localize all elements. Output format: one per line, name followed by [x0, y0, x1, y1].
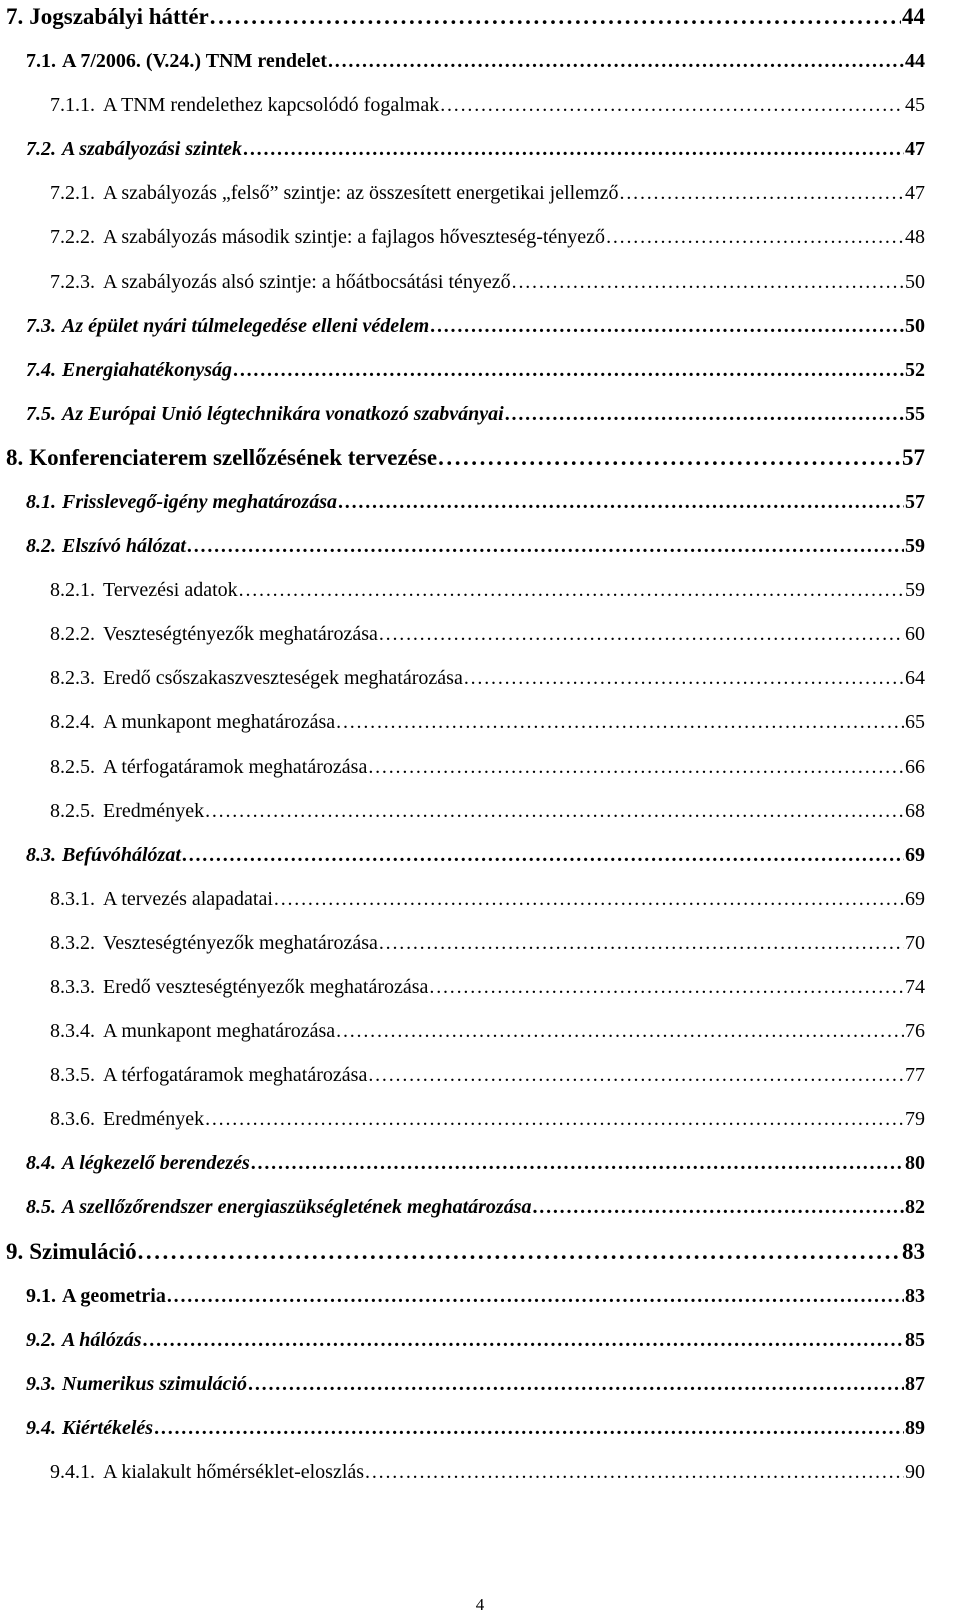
- toc-entry[interactable]: [26, 1323, 925, 1357]
- toc-entry-page: 47: [905, 182, 925, 204]
- toc-entry-page: 76: [905, 1020, 925, 1042]
- toc-entry-number: 7.3.: [26, 315, 56, 337]
- toc-entry[interactable]: [26, 1279, 925, 1313]
- toc-entry-title: Eredmények: [103, 800, 205, 822]
- toc-entry-page: 45: [905, 94, 925, 116]
- toc-entry[interactable]: [50, 794, 925, 828]
- toc-entry-page: 85: [905, 1329, 925, 1351]
- toc-entry-page: 74: [905, 976, 925, 998]
- toc-entry[interactable]: [26, 132, 925, 166]
- toc-entry-title: Frisslevegő-igény meghatározása: [62, 491, 337, 513]
- toc-entry-title: A szellőzőrendszer energiaszükségletének meghatározása: [62, 1196, 532, 1218]
- toc-entry-page: 44: [905, 50, 925, 72]
- toc-entry[interactable]: [50, 176, 925, 210]
- toc-entry-number: 8.2.1.: [50, 579, 95, 601]
- dot-leader: [512, 265, 904, 299]
- toc-entry-page: 77: [905, 1064, 925, 1086]
- toc-entry-title: Eredő veszteségtényezők meghatározása: [103, 976, 429, 998]
- toc-entry-page: 82: [905, 1196, 925, 1218]
- toc-entry[interactable]: [50, 882, 925, 916]
- toc-entry[interactable]: [26, 353, 925, 387]
- toc-entry-page: 52: [905, 359, 925, 381]
- toc-entry-page: 59: [905, 579, 925, 601]
- toc-entry-number: 8.3.3.: [50, 976, 95, 998]
- toc-entry-title: Az épület nyári túlmelegedése elleni védelem: [62, 315, 430, 337]
- toc-entry-title: A tervezés alapadatai: [103, 888, 273, 910]
- toc-entry-page: 65: [905, 711, 925, 733]
- toc-entry-number: 9.3.: [26, 1373, 56, 1395]
- toc-entry[interactable]: [26, 529, 925, 563]
- dot-leader: [142, 1323, 904, 1357]
- toc-entry-number: 8.3.2.: [50, 932, 95, 954]
- toc-entry-number: 8.2.5.: [50, 756, 95, 778]
- toc-entry[interactable]: [50, 265, 925, 299]
- toc-entry-title: A kialakult hőmérséklet-eloszlás: [103, 1461, 365, 1483]
- dot-leader: [532, 1190, 904, 1224]
- toc-entry-number: 7.2.2.: [50, 226, 95, 248]
- toc-entry-number: 8.2.: [26, 535, 56, 557]
- toc-entry-page: 64: [905, 667, 925, 689]
- toc-entry-page: 60: [905, 623, 925, 645]
- dot-leader: [167, 1279, 904, 1313]
- toc-entry-page: 83: [905, 1285, 925, 1307]
- dot-leader: [620, 176, 904, 210]
- dot-leader: [251, 1146, 904, 1180]
- toc-entry-number: 9.2.: [26, 1329, 56, 1351]
- toc-entry[interactable]: [26, 397, 925, 431]
- toc-entry-number: 9.4.1.: [50, 1461, 95, 1483]
- toc-entry-title: Energiahatékonyság: [62, 359, 233, 381]
- toc-entry-title: A térfogatáramok meghatározása: [103, 756, 368, 778]
- dot-leader: [336, 1014, 904, 1048]
- toc-entry-number: 7.2.3.: [50, 271, 95, 293]
- toc-entry[interactable]: [26, 309, 925, 343]
- toc-entry-page: 55: [905, 403, 925, 425]
- toc-entry-title: Eredmények: [103, 1108, 205, 1130]
- dot-leader: [429, 970, 904, 1004]
- toc-entry-page: 44: [902, 4, 925, 29]
- toc-entry-page: 48: [905, 226, 925, 248]
- dot-leader: [379, 617, 904, 651]
- toc-entry-page: 59: [905, 535, 925, 557]
- dot-leader: [464, 661, 904, 695]
- dot-leader: [205, 1102, 904, 1136]
- dot-leader: [368, 1058, 904, 1092]
- dot-leader: [187, 529, 904, 563]
- dot-leader: [365, 1455, 904, 1489]
- toc-entry-title: Befúvóhálózat: [62, 844, 181, 866]
- dot-leader: [338, 485, 904, 519]
- toc-entry-title: A térfogatáramok meghatározása: [103, 1064, 368, 1086]
- dot-leader: [440, 88, 904, 122]
- dot-leader: [182, 838, 904, 872]
- dot-leader: [138, 1235, 901, 1269]
- toc-entry-number: 7.5.: [26, 403, 56, 425]
- dot-leader: [239, 573, 904, 607]
- toc-entry-number: 8.5.: [26, 1196, 56, 1218]
- toc-entry-title: Veszteségtényezők meghatározása: [103, 932, 378, 954]
- toc-entry-page: 50: [905, 271, 925, 293]
- dot-leader: [379, 926, 904, 960]
- toc-entry-title: A szabályozás alsó szintje: a hőátbocsátási tényező: [103, 271, 511, 293]
- page-number: 4: [475, 1595, 485, 1614]
- toc-entry-title: Tervezési adatok: [103, 579, 238, 601]
- toc-entry-page: 69: [905, 844, 925, 866]
- toc-entry-page: 57: [905, 491, 925, 513]
- toc-entry-title: Konferenciaterem szellőzésének tervezése: [29, 445, 438, 470]
- toc-entry[interactable]: [50, 220, 925, 254]
- toc-entry-title: Az Európai Unió légtechnikára vonatkozó szabványai: [62, 403, 504, 425]
- toc-entry-number: 8.2.4.: [50, 711, 95, 733]
- toc-entry-title: A szabályozás második szintje: a fajlagos hőveszteség-tényező: [103, 226, 606, 248]
- toc-entry[interactable]: [26, 838, 925, 872]
- dot-leader: [233, 353, 904, 387]
- toc-entry-title: Numerikus szimuláció: [62, 1373, 248, 1395]
- toc-entry-number: 8.: [6, 445, 24, 470]
- dot-leader: [336, 705, 904, 739]
- toc-entry[interactable]: [6, 441, 925, 475]
- toc-entry[interactable]: [50, 926, 925, 960]
- dot-leader: [430, 309, 904, 343]
- toc-entry-number: 8.1.: [26, 491, 56, 513]
- toc-entry-title: A munkapont meghatározása: [103, 1020, 336, 1042]
- toc-entry[interactable]: [50, 1014, 925, 1048]
- toc-entry-number: 7.1.: [26, 50, 56, 72]
- toc-entry[interactable]: [50, 661, 925, 695]
- dot-leader: [274, 882, 904, 916]
- toc-entry-number: 9.4.: [26, 1417, 56, 1439]
- toc-entry-page: 80: [905, 1152, 925, 1174]
- toc-entry-title: Jogszabályi háttér: [29, 4, 209, 29]
- dot-leader: [205, 794, 904, 828]
- dot-leader: [505, 397, 904, 431]
- dot-leader: [328, 44, 904, 78]
- toc-entry-title: A TNM rendelethez kapcsolódó fogalmak: [103, 94, 440, 116]
- toc-entry-title: Eredő csőszakaszveszteségek meghatározása: [103, 667, 463, 689]
- toc-entry-number: 7.4.: [26, 359, 56, 381]
- toc-entry-page: 83: [902, 1239, 925, 1264]
- toc-entry-page: 70: [905, 932, 925, 954]
- toc-entry-page: 50: [905, 315, 925, 337]
- toc-entry-number: 7.2.1.: [50, 182, 95, 204]
- toc-entry-page: 68: [905, 800, 925, 822]
- toc-entry-number: 7.2.: [26, 138, 56, 160]
- toc-entry-page: 57: [902, 445, 925, 470]
- toc-entry[interactable]: [50, 970, 925, 1004]
- toc-entry[interactable]: [6, 0, 925, 34]
- toc-entry-title: A szabályozás „felső” szintje: az összesített energetikai jellemző: [103, 182, 619, 204]
- toc-entry[interactable]: [26, 1190, 925, 1224]
- toc-entry[interactable]: [50, 1102, 925, 1136]
- toc-entry-number: 8.3.5.: [50, 1064, 95, 1086]
- toc-entry-number: 8.4.: [26, 1152, 56, 1174]
- toc-entry[interactable]: [50, 1455, 925, 1489]
- toc-entry-number: 9.: [6, 1239, 24, 1264]
- toc-entry-number: 8.3.4.: [50, 1020, 95, 1042]
- toc-entry-page: 79: [905, 1108, 925, 1130]
- toc-entry-page: 69: [905, 888, 925, 910]
- toc-entry[interactable]: [50, 1058, 925, 1092]
- toc-entry-page: 89: [905, 1417, 925, 1439]
- toc-entry-title: Veszteségtényezők meghatározása: [103, 623, 378, 645]
- toc-entry[interactable]: [26, 1367, 925, 1401]
- toc-entry[interactable]: [50, 573, 925, 607]
- toc-entry-number: 7.: [6, 4, 24, 29]
- toc-entry-title: A szabályozási szintek: [62, 138, 243, 160]
- toc-entry-title: Szimuláció: [29, 1239, 137, 1264]
- toc-entry-title: A hálózás: [62, 1329, 142, 1351]
- toc-entry-number: 8.3.1.: [50, 888, 95, 910]
- toc-entry-title: A geometria: [62, 1285, 166, 1307]
- toc-entry-number: 7.1.1.: [50, 94, 95, 116]
- toc-entry-title: Elszívó hálózat: [62, 535, 186, 557]
- toc-entry-number: 8.2.3.: [50, 667, 95, 689]
- toc-entry[interactable]: [26, 1411, 925, 1445]
- toc-entry-title: A munkapont meghatározása: [103, 711, 336, 733]
- toc-entry-title: A légkezelő berendezés: [62, 1152, 250, 1174]
- dot-leader: [210, 0, 901, 34]
- dot-leader: [243, 132, 904, 166]
- dot-leader: [368, 750, 904, 784]
- toc-entry[interactable]: [50, 88, 925, 122]
- toc-entry[interactable]: [26, 44, 925, 78]
- toc-entry-number: 8.2.5.: [50, 800, 95, 822]
- toc-entry[interactable]: [26, 1146, 925, 1180]
- toc-entry-page: 87: [905, 1373, 925, 1395]
- toc-entry-page: 47: [905, 138, 925, 160]
- dot-leader: [606, 220, 904, 254]
- toc-entry-number: 8.3.: [26, 844, 56, 866]
- dot-leader: [154, 1411, 904, 1445]
- toc-entry-number: 8.3.6.: [50, 1108, 95, 1130]
- toc-entry-page: 66: [905, 756, 925, 778]
- toc-entry-title: Kiértékelés: [62, 1417, 154, 1439]
- dot-leader: [248, 1367, 904, 1401]
- toc-entry[interactable]: [50, 617, 925, 651]
- toc-entry-page: 90: [905, 1461, 925, 1483]
- dot-leader: [438, 441, 901, 475]
- toc-entry[interactable]: [50, 705, 925, 739]
- toc-entry[interactable]: [6, 1235, 925, 1269]
- toc-entry-title: A 7/2006. (V.24.) TNM rendelet: [62, 50, 327, 72]
- toc-entry-number: 9.1.: [26, 1285, 56, 1307]
- toc-entry[interactable]: [26, 485, 925, 519]
- toc-entry[interactable]: [50, 750, 925, 784]
- toc-entry-number: 8.2.2.: [50, 623, 95, 645]
